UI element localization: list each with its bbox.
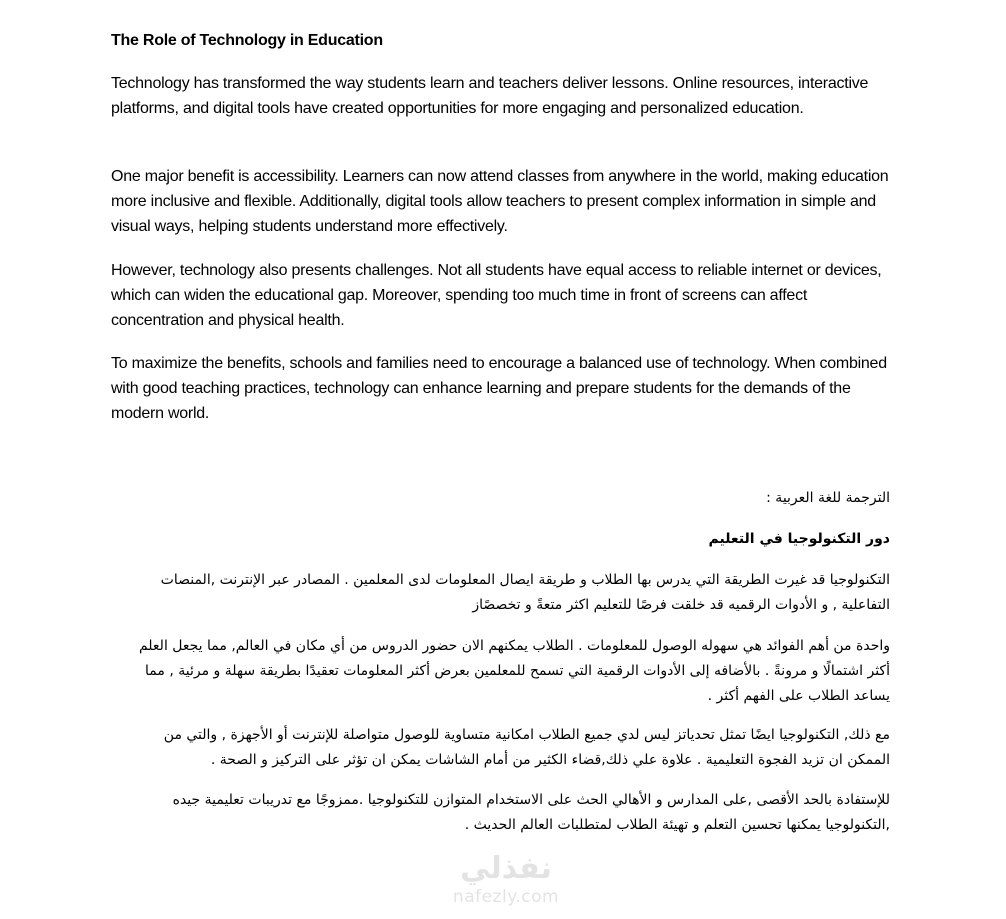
arabic-paragraph-4: للإستفادة بالحد الأقصى ,على المدارس و الأهالي الحث على الاستخدام المتوازن للتكنولوجيا .ممزوجًا مع تدريبات تعليمية جيده ,التكنولوجيا يمكنها تحسين التعلم و تهيئة الطلاب لمتطلبات العالم الحديث . — [172, 792, 890, 833]
arabic-paragraph-3: مع ذلك, التكنولوجيا ايضًا تمثل تحدياتز ليس لدي جميع الطلاب امكانية متساوية للوصول متواصلة للإنترنت أو الأجهزة , والتي من الممكن ان تزيد الفجوة التعليمية . علاوة علي ذلك,قضاء الكثير من أمام الشاشات يمكن ان تؤثر على التركيز و الصحة . — [163, 727, 890, 768]
watermark-latin-text: nafezly.com — [452, 887, 560, 907]
english-paragraph-2: One major benefit is accessibility. Learners can now attend classes from anywhere in the world, making education more inclusive and flexible. Additionally, digital tools allow teachers to present complex information in simple and visual ways, helping students understand more effectively. — [111, 168, 889, 235]
english-paragraph-3: However, technology also presents challenges. Not all students have equal access to reliable internet or devices, which can widen the educational gap. Moreover, spending too much time in front of screens can affect concentration and physical health. — [111, 262, 882, 329]
english-paragraph-4: To maximize the benefits, schools and families need to encourage a balanced use of technology. When combined with good teaching practices, technology can enhance learning and prepare students for the demands of the modern world. — [111, 355, 887, 422]
watermark-arabic-logo: نفذلي — [460, 851, 552, 886]
english-paragraph-1: Technology has transformed the way students learn and teachers deliver lessons. Online resources, interactive platforms, and digital tools have created opportunities for more engaging and personalized education. — [111, 75, 869, 117]
arabic-paragraph-1: التكنولوجيا قد غيرت الطريقة التي يدرس بها الطلاب و طريقة ايصال المعلومات لدى المعلمين . المصادر عبر الإنترنت ,المنصات التفاعلية , و الأدوات الرقميه قد خلقت فرصًا للتعليم اكثر متعةً و تخصصًاز — [160, 572, 890, 613]
arabic-translation-label: الترجمة للغة العربية : — [766, 490, 890, 506]
arabic-title: دور التكنولوجيا في التعليم — [708, 531, 890, 547]
english-title: The Role of Technology in Education — [111, 32, 383, 49]
nafezly-watermark — [436, 852, 576, 908]
arabic-paragraph-2: واحدة من أهم الفوائد هي سهوله الوصول للمعلومات . الطلاب يمكنهم الان حضور الدروس من أي مكان في العالم, مما يجعل العلم أكثر اشتمالًا و مرونةً . بالأضافه إلى الأدوات الرقمية التي تسمح للمعلمين بعرض أكثر المعلومات تعقيدًا بطريقة سهلة و مرئية , مما يساعد الطلاب على الفهم أكثر . — [138, 638, 890, 704]
